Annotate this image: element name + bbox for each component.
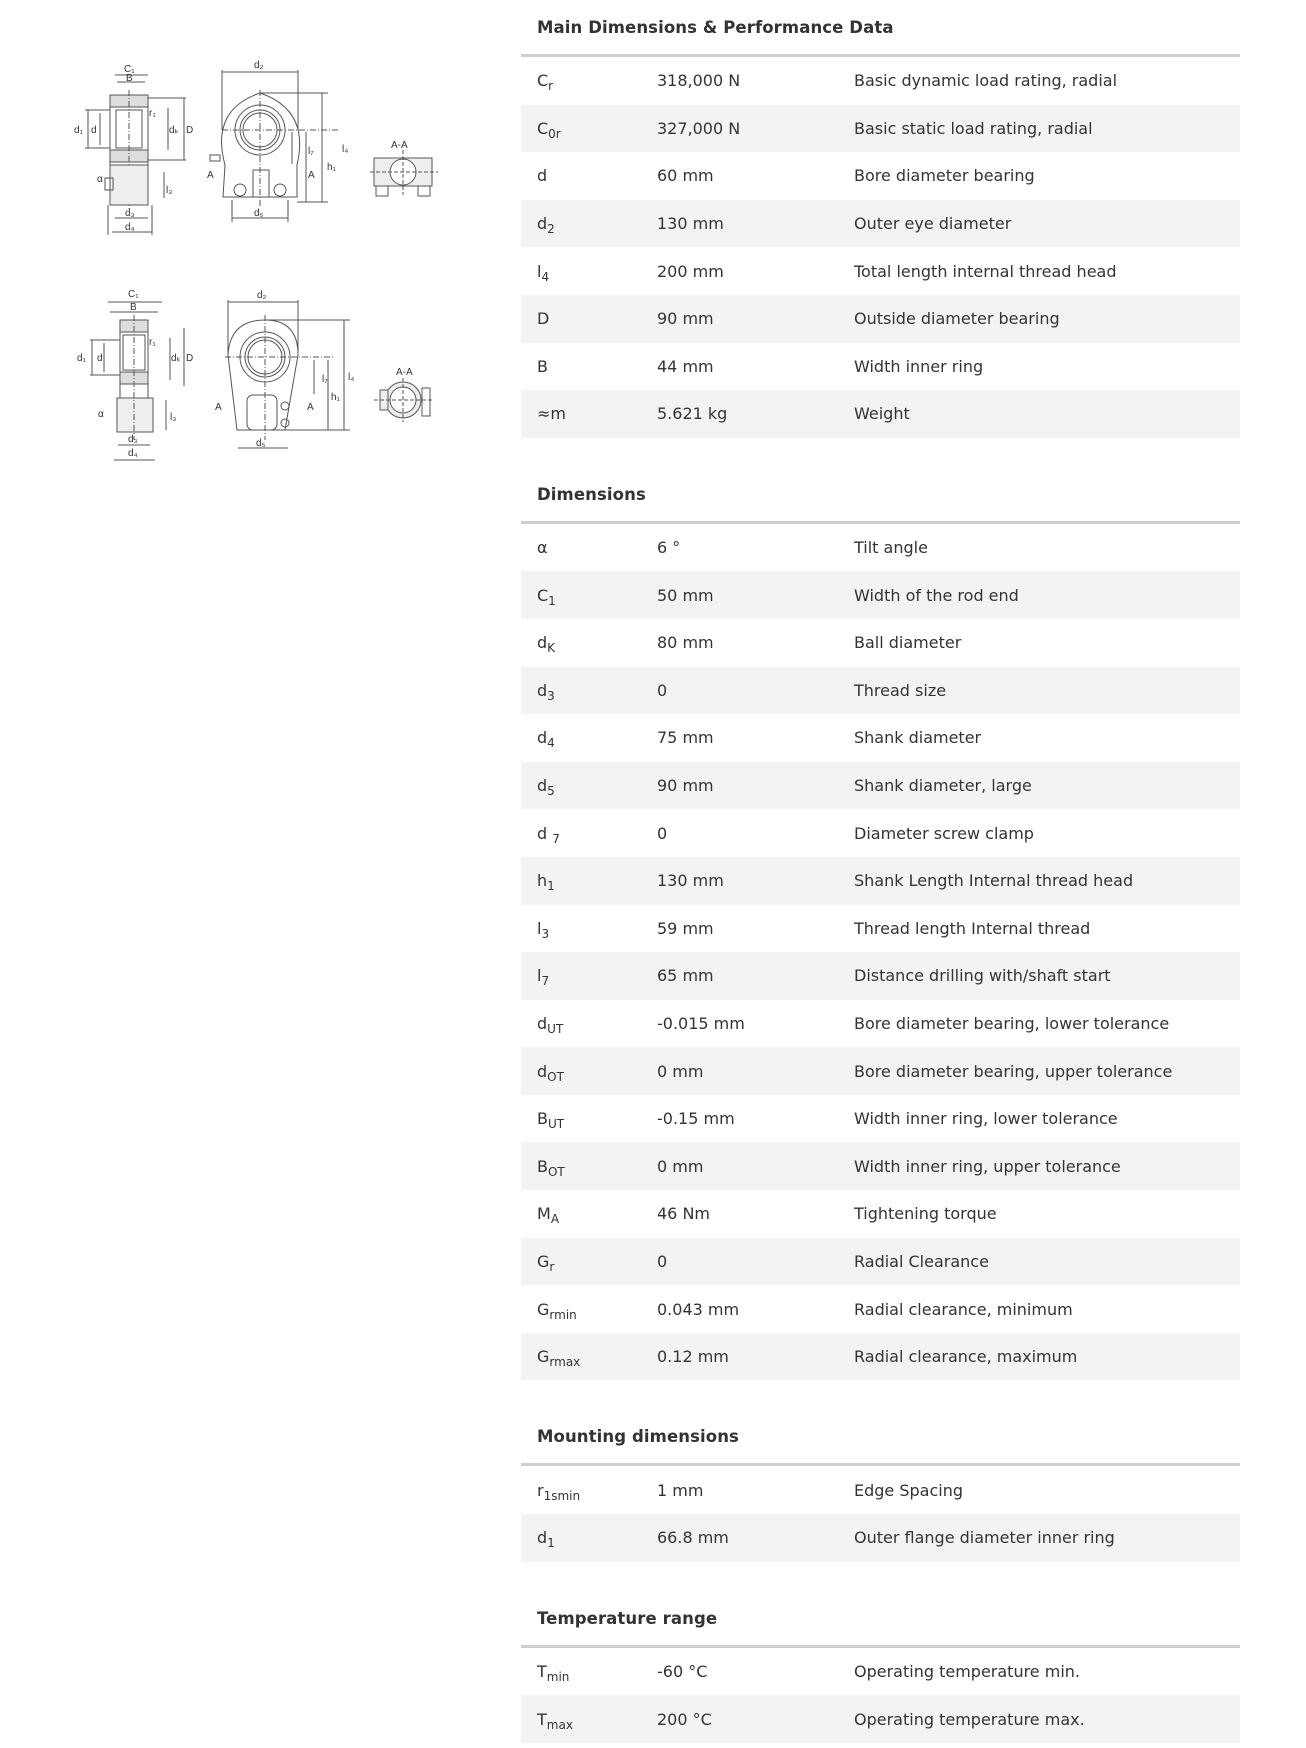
- description-cell: Tightening torque: [854, 1204, 997, 1224]
- symbol-subscript: 7: [552, 831, 560, 846]
- symbol: C: [537, 71, 549, 91]
- value-cell: 60 mm: [657, 166, 714, 186]
- symbol: d: [537, 823, 553, 843]
- value-cell: 130 mm: [657, 214, 724, 234]
- svg-text:l₃: l₃: [166, 185, 173, 196]
- symbol-subscript: rmax: [549, 1355, 581, 1370]
- symbol: G: [537, 1347, 550, 1367]
- svg-text:A-A: A-A: [391, 140, 408, 151]
- value-cell: 46 Nm: [657, 1204, 710, 1224]
- description-cell: Thread length Internal thread: [854, 918, 1091, 938]
- value-cell: 0: [657, 680, 668, 700]
- description-cell: Width of the rod end: [854, 585, 1019, 605]
- symbol: C: [537, 585, 549, 605]
- description-cell: Radial Clearance: [854, 1251, 989, 1271]
- value-cell: 65 mm: [657, 966, 714, 986]
- table-row: [521, 1047, 1240, 1095]
- symbol-cell: [521, 71, 657, 94]
- value-cell: 5.621 kg: [657, 404, 728, 424]
- table-row: [521, 295, 1240, 343]
- symbol-cell: [521, 357, 657, 376]
- symbol-subscript: 1: [547, 879, 555, 894]
- svg-text:d₅: d₅: [256, 438, 266, 449]
- svg-text:dₖ: dₖ: [171, 353, 181, 364]
- description-cell: Thread size: [854, 680, 947, 700]
- value-cell: 90 mm: [657, 309, 714, 329]
- symbol: d: [537, 680, 548, 700]
- description-cell: Tilt angle: [854, 538, 928, 558]
- svg-text:A: A: [308, 170, 315, 181]
- symbol: d: [537, 166, 548, 186]
- technical-drawing-2: [60, 280, 460, 480]
- symbol: T: [537, 1661, 547, 1681]
- spec-section-2: [521, 1409, 1240, 1561]
- symbol-subscript: 7: [541, 974, 550, 989]
- table-row: [521, 1648, 1240, 1696]
- value-cell: 80 mm: [657, 633, 714, 653]
- symbol-cell: [521, 261, 657, 284]
- technical-drawing-1: [60, 50, 460, 250]
- description-cell: Shank diameter: [854, 728, 982, 748]
- section-title: Temperature range: [537, 1608, 718, 1628]
- svg-text:C₁: C₁: [128, 289, 139, 300]
- svg-text:l₇: l₇: [322, 374, 328, 385]
- table-row: [521, 667, 1240, 715]
- description-cell: Bore diameter bearing: [854, 166, 1035, 186]
- table-row: [521, 952, 1240, 1000]
- symbol: α: [537, 538, 548, 558]
- symbol: G: [537, 1251, 550, 1271]
- spec-section-1: [521, 467, 1240, 1381]
- table-row: [521, 1000, 1240, 1048]
- symbol: D: [537, 309, 550, 329]
- spec-table: [521, 1648, 1240, 1743]
- svg-text:l₄: l₄: [342, 144, 349, 155]
- svg-text:A-A: A-A: [396, 367, 413, 378]
- description-cell: Outside diameter bearing: [854, 309, 1060, 329]
- symbol: d: [537, 776, 548, 796]
- table-row: [521, 343, 1240, 391]
- svg-text:d₃: d₃: [125, 208, 135, 219]
- svg-text:C₁: C₁: [124, 64, 135, 75]
- table-row: [521, 524, 1240, 572]
- value-cell: 90 mm: [657, 776, 714, 796]
- table-row: [521, 857, 1240, 905]
- symbol-subscript: OT: [547, 1069, 564, 1084]
- table-row: [521, 1190, 1240, 1238]
- symbol-cell: [521, 1061, 657, 1084]
- value-cell: 130 mm: [657, 871, 724, 891]
- svg-text:d₁: d₁: [77, 353, 86, 364]
- value-cell: 0.043 mm: [657, 1299, 740, 1319]
- symbol-subscript: 1: [547, 1536, 555, 1551]
- symbol: d: [537, 1013, 548, 1033]
- symbol: l: [537, 918, 542, 938]
- symbol-subscript: rmin: [549, 1307, 577, 1322]
- table-row: [521, 1095, 1240, 1143]
- value-cell: 75 mm: [657, 728, 714, 748]
- description-cell: Shank diameter, large: [854, 776, 1032, 796]
- svg-text:h₁: h₁: [331, 392, 340, 403]
- symbol-cell: [521, 871, 657, 894]
- svg-text:d₃: d₃: [128, 434, 138, 445]
- symbol: B: [537, 1156, 548, 1176]
- svg-text:D: D: [186, 125, 194, 136]
- section-title: Mounting dimensions: [537, 1427, 739, 1447]
- table-row: [521, 390, 1240, 438]
- symbol-cell: [521, 1109, 657, 1132]
- symbol-cell: [521, 404, 657, 423]
- table-row: [521, 105, 1240, 153]
- description-cell: Basic dynamic load rating, radial: [854, 71, 1118, 91]
- section-spacer: [521, 1562, 1240, 1591]
- svg-text:d: d: [97, 353, 103, 364]
- spec-table: [521, 524, 1240, 1381]
- symbol: M: [537, 1204, 551, 1224]
- svg-text:d₂: d₂: [254, 60, 264, 71]
- symbol-cell: [521, 1480, 657, 1503]
- svg-text:A: A: [215, 402, 222, 413]
- symbol-subscript: 1smin: [543, 1488, 581, 1503]
- symbol-subscript: 4: [541, 269, 550, 284]
- symbol: h: [537, 871, 548, 891]
- symbol-cell: [521, 680, 657, 703]
- value-cell: 200 mm: [657, 261, 724, 281]
- symbol-subscript: min: [546, 1669, 570, 1684]
- table-row: [521, 1466, 1240, 1514]
- symbol-cell: [521, 1709, 657, 1732]
- symbol-cell: [521, 538, 657, 557]
- value-cell: 0 mm: [657, 1156, 704, 1176]
- symbol-cell: [521, 214, 657, 237]
- symbol-subscript: K: [547, 641, 556, 656]
- description-cell: Basic static load rating, radial: [854, 118, 1093, 138]
- svg-text:d₂: d₂: [257, 290, 267, 301]
- symbol: ≈m: [537, 404, 566, 424]
- symbol-subscript: UT: [547, 1117, 565, 1132]
- svg-text:d₄: d₄: [128, 448, 138, 459]
- description-cell: Bore diameter bearing, lower tolerance: [854, 1013, 1170, 1033]
- description-cell: Edge Spacing: [854, 1480, 964, 1500]
- symbol: B: [537, 356, 548, 376]
- spec-section-0: [521, 0, 1240, 438]
- symbol-subscript: r: [548, 79, 554, 94]
- symbol-cell: [521, 1013, 657, 1036]
- value-cell: 50 mm: [657, 585, 714, 605]
- svg-text:B: B: [130, 302, 137, 313]
- value-cell: 0.12 mm: [657, 1347, 729, 1367]
- description-cell: Width inner ring, lower tolerance: [854, 1109, 1118, 1129]
- symbol-cell: [521, 633, 657, 656]
- svg-text:h₁: h₁: [327, 162, 336, 173]
- symbol: B: [537, 1109, 548, 1129]
- table-row: [521, 152, 1240, 200]
- symbol-subscript: OT: [547, 1164, 565, 1179]
- value-cell: 44 mm: [657, 356, 714, 376]
- value-cell: 1 mm: [657, 1480, 704, 1500]
- svg-text:l₃: l₃: [170, 412, 177, 423]
- symbol-cell: [521, 823, 657, 846]
- value-cell: 327,000 N: [657, 118, 741, 138]
- svg-text:D: D: [186, 353, 194, 364]
- spec-section-3: [521, 1591, 1240, 1743]
- symbol-cell: [521, 918, 657, 941]
- symbol: l: [537, 966, 542, 986]
- symbol-subscript: 1: [548, 593, 556, 608]
- value-cell: 66.8 mm: [657, 1528, 729, 1548]
- table-row: [521, 1514, 1240, 1562]
- value-cell: -0.15 mm: [657, 1109, 735, 1129]
- description-cell: Outer eye diameter: [854, 214, 1012, 234]
- symbol-cell: [521, 1347, 657, 1370]
- table-row: [521, 619, 1240, 667]
- section-title: Main Dimensions & Performance Data: [537, 18, 894, 37]
- symbol-cell: [521, 118, 657, 141]
- section-spacer: [521, 438, 1240, 467]
- symbol-cell: [521, 1204, 657, 1227]
- svg-text:r₁: r₁: [149, 108, 156, 119]
- description-cell: Distance drilling with/shaft start: [854, 966, 1111, 986]
- symbol: l: [537, 261, 542, 281]
- symbol-cell: [521, 309, 657, 328]
- symbol-cell: [521, 728, 657, 751]
- symbol-cell: [521, 1299, 657, 1322]
- description-cell: Diameter screw clamp: [854, 823, 1034, 843]
- section-title: Dimensions: [537, 484, 646, 504]
- symbol: C: [537, 118, 549, 138]
- svg-text:dₖ: dₖ: [169, 125, 179, 136]
- symbol-cell: [521, 1251, 657, 1274]
- symbol-subscript: r: [549, 1259, 555, 1274]
- table-row: [521, 809, 1240, 857]
- value-cell: 6 °: [657, 538, 681, 558]
- description-cell: Width inner ring: [854, 356, 984, 376]
- symbol: d: [537, 214, 548, 234]
- description-cell: Total length internal thread head: [854, 261, 1117, 281]
- symbol: T: [537, 1709, 547, 1729]
- svg-text:d₁: d₁: [74, 125, 83, 136]
- svg-text:A: A: [307, 402, 314, 413]
- table-row: [521, 571, 1240, 619]
- symbol-subscript: 3: [541, 926, 550, 941]
- svg-text:α: α: [98, 409, 104, 420]
- table-row: [521, 1333, 1240, 1381]
- table-row: [521, 762, 1240, 810]
- value-cell: 318,000 N: [657, 71, 741, 91]
- description-cell: Width inner ring, upper tolerance: [854, 1156, 1121, 1176]
- table-row: [521, 1285, 1240, 1333]
- spec-table: [521, 1466, 1240, 1561]
- symbol-cell: [521, 966, 657, 989]
- table-row: [521, 247, 1240, 295]
- value-cell: 200 °C: [657, 1709, 712, 1729]
- symbol-subscript: A: [550, 1212, 560, 1227]
- value-cell: 59 mm: [657, 918, 714, 938]
- table-row: [521, 57, 1240, 105]
- table-row: [521, 1142, 1240, 1190]
- svg-text:B: B: [126, 73, 133, 84]
- symbol-subscript: 0r: [548, 126, 561, 141]
- description-cell: Bore diameter bearing, upper tolerance: [854, 1061, 1173, 1081]
- symbol: d: [537, 633, 548, 653]
- symbol-cell: [521, 1661, 657, 1684]
- symbol: r: [537, 1480, 544, 1500]
- svg-text:d₅: d₅: [254, 208, 264, 219]
- table-row: [521, 1695, 1240, 1743]
- value-cell: -0.015 mm: [657, 1013, 745, 1033]
- table-row: [521, 714, 1240, 762]
- svg-text:l₄: l₄: [348, 372, 355, 383]
- value-cell: -60 °C: [657, 1661, 708, 1681]
- description-cell: Weight: [854, 404, 910, 424]
- description-cell: Operating temperature min.: [854, 1661, 1080, 1681]
- value-cell: 0: [657, 1251, 668, 1271]
- symbol-cell: [521, 1528, 657, 1551]
- table-row: [521, 200, 1240, 248]
- symbol-subscript: 3: [547, 688, 555, 703]
- symbol-cell: [521, 166, 657, 185]
- symbol-subscript: UT: [547, 1021, 564, 1036]
- svg-text:d: d: [91, 125, 97, 136]
- svg-text:α: α: [97, 174, 103, 185]
- svg-text:d₄: d₄: [125, 222, 135, 233]
- symbol-subscript: 2: [547, 222, 555, 237]
- value-cell: 0: [657, 823, 668, 843]
- symbol: d: [537, 1528, 548, 1548]
- symbol-cell: [521, 585, 657, 608]
- svg-text:r₁: r₁: [149, 337, 156, 348]
- table-row: [521, 905, 1240, 953]
- symbol-subscript: 5: [547, 784, 555, 799]
- value-cell: 0 mm: [657, 1061, 704, 1081]
- symbol-cell: [521, 776, 657, 799]
- description-cell: Radial clearance, minimum: [854, 1299, 1073, 1319]
- svg-text:A: A: [207, 170, 214, 181]
- symbol: d: [537, 728, 548, 748]
- description-cell: Operating temperature max.: [854, 1709, 1085, 1729]
- symbol: G: [537, 1299, 550, 1319]
- symbol-subscript: max: [546, 1717, 573, 1732]
- symbol: d: [537, 1061, 548, 1081]
- spec-table: [521, 57, 1240, 438]
- description-cell: Ball diameter: [854, 633, 962, 653]
- spec-tables: [521, 0, 1240, 1743]
- description-cell: Shank Length Internal thread head: [854, 871, 1134, 891]
- svg-text:l₇: l₇: [308, 146, 314, 157]
- description-cell: Outer flange diameter inner ring: [854, 1528, 1115, 1548]
- symbol-subscript: 4: [547, 736, 555, 751]
- table-row: [521, 1238, 1240, 1286]
- symbol-cell: [521, 1156, 657, 1179]
- description-cell: Radial clearance, maximum: [854, 1347, 1078, 1367]
- section-spacer: [521, 1380, 1240, 1409]
